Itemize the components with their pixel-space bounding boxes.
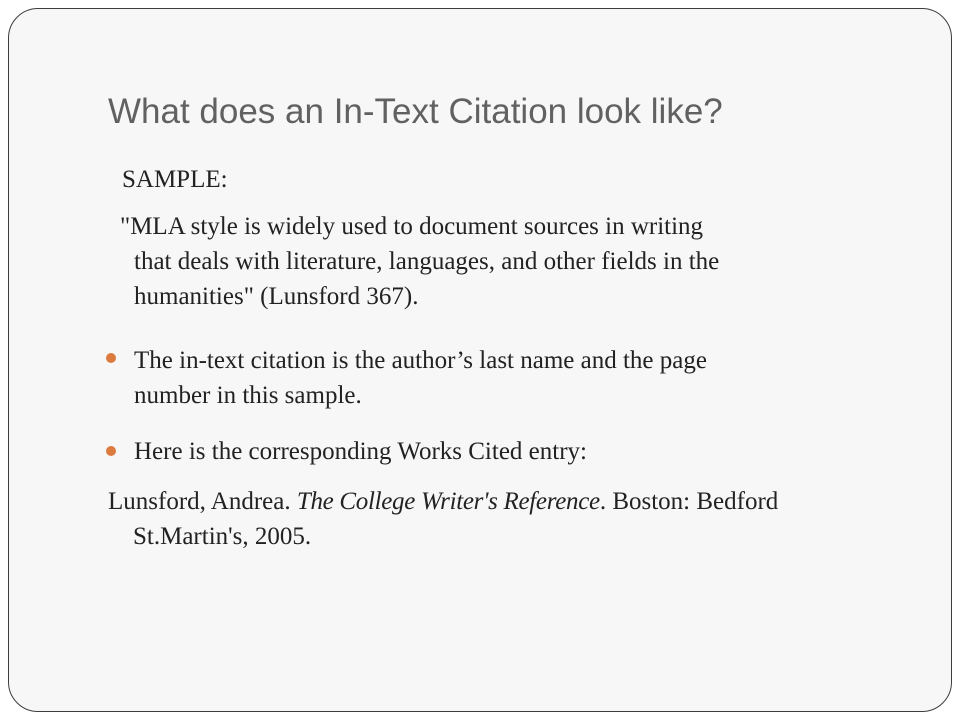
sample-label: SAMPLE: <box>122 166 228 193</box>
quote-line-3: humanities" (Lunsford 367). <box>134 283 419 310</box>
entry-book-title: The College Writer's Reference <box>296 488 600 515</box>
bullet-line-1: The in-text citation is the author’s last name and the page <box>134 347 707 374</box>
entry-publisher: . Boston: Bedford <box>599 488 779 515</box>
bullet-line-2: number in this sample. <box>134 382 362 409</box>
bullet-line-1: Here is the corresponding Works Cited entry: <box>134 438 587 465</box>
sample-quote <box>120 209 880 314</box>
bullet-item <box>134 434 874 469</box>
bullet-item <box>134 343 874 413</box>
entry-author: Lunsford, Andrea. <box>108 488 297 515</box>
works-cited-entry <box>108 484 908 554</box>
quote-line-1: "MLA style is widely used to document sources in writing <box>120 213 704 240</box>
slide-title: What does an In-Text Citation look like? <box>108 92 723 131</box>
entry-line-2: St.Martin's, 2005. <box>133 523 312 550</box>
bullet-dot-icon <box>106 353 116 363</box>
bullet-dot-icon <box>106 446 116 456</box>
quote-line-2: that deals with literature, languages, and other fields in the <box>134 248 720 275</box>
